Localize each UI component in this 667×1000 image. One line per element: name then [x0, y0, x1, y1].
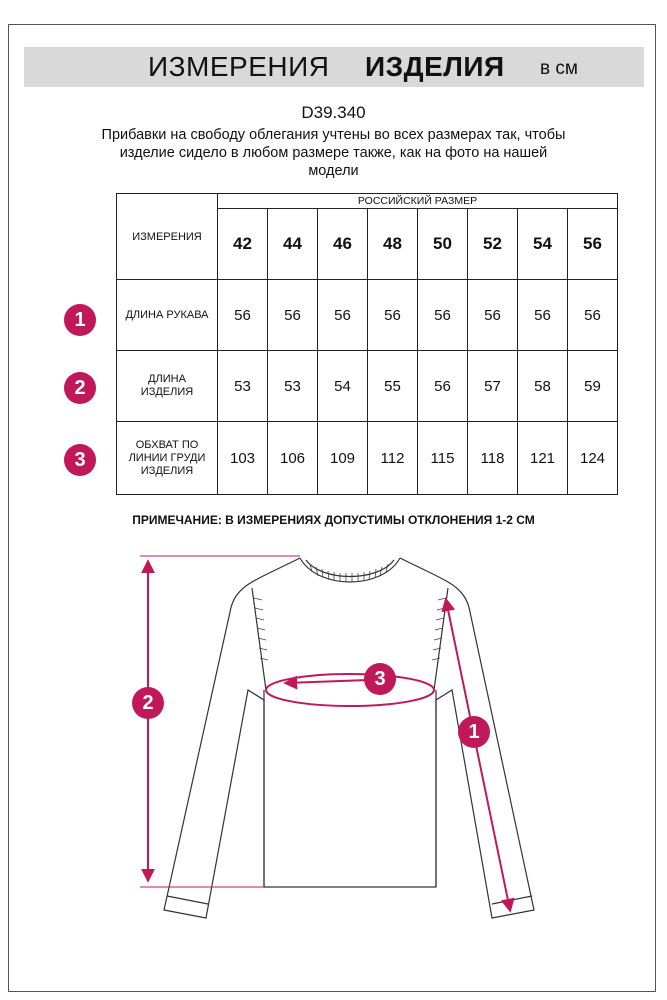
table-cell: 121 [518, 422, 568, 495]
shoulder-hatching [254, 598, 446, 660]
table-cell: 103 [218, 422, 268, 495]
size-header: 54 [518, 209, 568, 280]
table-cell: 55 [368, 351, 418, 422]
size-header: 48 [368, 209, 418, 280]
chest-measure [266, 674, 434, 706]
size-header: 56 [568, 209, 618, 280]
row-label-line: ОБХВАТ ПО [135, 438, 199, 451]
table-cell: 54 [318, 351, 368, 422]
title-measurements: ИЗМЕРЕНИЯ [148, 51, 330, 82]
measure-header: ИЗМЕРЕНИЯ [117, 194, 218, 280]
table-cell: 124 [568, 422, 618, 495]
table-cell: 115 [418, 422, 468, 495]
table-cell: 109 [318, 422, 368, 495]
table-cell: 118 [468, 422, 518, 495]
product-code: D39.340 [301, 103, 366, 122]
row-label-line: ЛИНИИ ГРУДИ [128, 451, 206, 464]
table-cell: 112 [368, 422, 418, 495]
length-measure [140, 556, 300, 887]
row-number-badge: 3 [64, 444, 96, 476]
table-cell: 56 [268, 280, 318, 351]
table-cell: 56 [318, 280, 368, 351]
row-label-line: ИЗДЕЛИЯ [140, 386, 194, 398]
row-number-badge: 2 [64, 372, 96, 404]
diagram-marker-sleeve: 1 [458, 716, 490, 748]
table-cell: 106 [268, 422, 318, 495]
size-header: 50 [418, 209, 468, 280]
table-cell: 56 [518, 280, 568, 351]
size-header: 46 [318, 209, 368, 280]
table-cell: 56 [468, 280, 518, 351]
size-header: 44 [268, 209, 318, 280]
table-cell: 56 [568, 280, 618, 351]
table-cell: 57 [468, 351, 518, 422]
table-cell: 53 [268, 351, 318, 422]
diagram-marker-length: 2 [132, 687, 164, 719]
table-cell: 56 [418, 351, 468, 422]
row-label-line: ДЛИНА РУКАВА [125, 308, 209, 321]
title-product: ИЗДЕЛИЯ [365, 51, 505, 82]
row-label-line: ДЛИНА [148, 373, 186, 385]
size-header: 52 [468, 209, 518, 280]
table-cell: 58 [518, 351, 568, 422]
fit-note-line: модели [308, 163, 359, 179]
fit-note-line: изделие сидело в любом размере также, как на фото на нашей [119, 145, 548, 161]
table-cell: 56 [218, 280, 268, 351]
neck-rib-hatching [310, 564, 388, 582]
size-group-header: РОССИЙСКИЙ РАЗМЕР [218, 194, 618, 209]
table-cell: 53 [218, 351, 268, 422]
row-number-badge: 1 [64, 304, 96, 336]
row-label-line: ИЗДЕЛИЯ [140, 464, 194, 477]
diagram-marker-chest: 3 [364, 663, 396, 695]
tolerance-remark: ПРИМЕЧАНИЕ: В ИЗМЕРЕНИЯХ ДОПУСТИМЫ ОТКЛОНЕНИЯ 1-2 СМ [132, 513, 535, 527]
table-cell: 59 [568, 351, 618, 422]
table-cell: 56 [368, 280, 418, 351]
size-header: 42 [218, 209, 268, 280]
title-unit: в см [540, 58, 578, 79]
table-cell: 56 [418, 280, 468, 351]
fit-note-line: Прибавки на свободу облегания учтены во всех размерах так, чтобы [101, 127, 566, 143]
